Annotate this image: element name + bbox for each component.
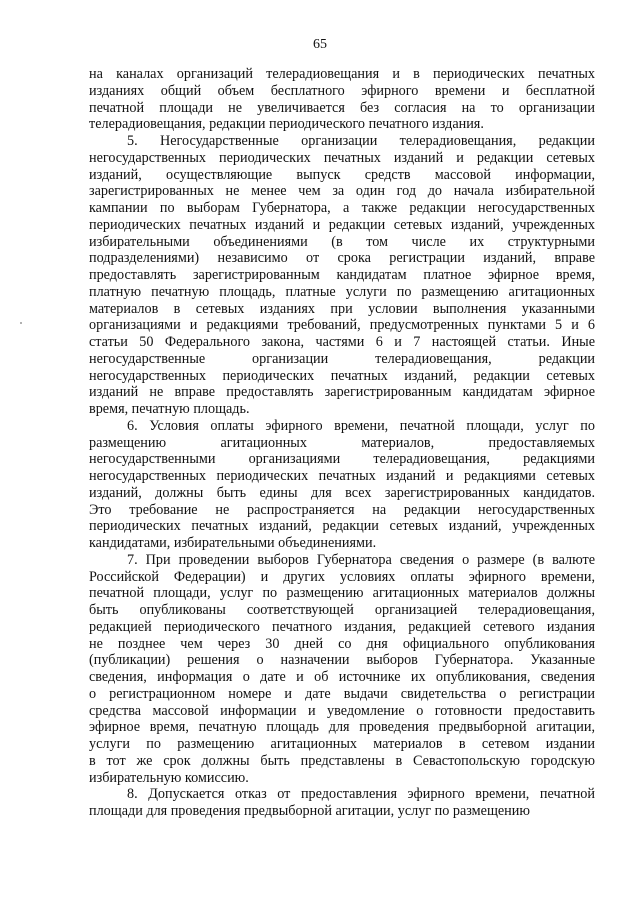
paragraph-p6 — [89, 418, 595, 552]
text-line: негосударственных периодических печатных изданий и редакциями сетевых — [89, 468, 595, 484]
paragraph-p7 — [89, 552, 595, 787]
text-line: не позднее чем через 30 дней со дня официального опубликования — [89, 635, 595, 652]
text-line: время, печатную площадь. — [89, 401, 250, 417]
text-line: печатной площади не увеличивается без согласия на то организации — [89, 99, 595, 116]
text-line: услуги по размещению агитационных материалов в сетевом издании — [89, 736, 595, 752]
text-line: избирательными объединениями (в том числе их структурными — [89, 233, 595, 250]
text-line: 5. Негосударственные организации телерадиовещания, редакции — [127, 133, 595, 149]
document-body — [89, 66, 595, 820]
text-line: негосударственные организации телерадиовещания, редакции — [89, 350, 595, 367]
text-line: предоставлять зарегистрированным кандидатам платное эфирное время, — [89, 267, 595, 283]
text-line: 7. При проведении выборов Губернатора сведения о размере (в валюте — [127, 551, 595, 568]
text-line: негосударственными организациями телерадиовещания, редакциями — [89, 451, 595, 468]
text-line: подразделениями) независимо от срока регистрации изданий, вправе — [89, 250, 595, 267]
scan-speck — [20, 322, 22, 324]
text-line: 6. Условия оплаты эфирного времени, печатной площади, услуг по — [127, 417, 595, 434]
text-line: изданий, должны быть едины для всех зарегистрированных кандидатов. — [89, 484, 595, 501]
paragraph-p0 — [89, 66, 595, 133]
paragraph-p5 — [89, 133, 595, 418]
paragraph-p8 — [89, 786, 595, 820]
text-line: изданиях общий объем бесплатного эфирного времени и бесплатной — [89, 82, 595, 99]
text-line: негосударственных периодических печатных изданий и редакции сетевых — [89, 149, 595, 166]
text-line: организациями и редакциями требований, предусмотренных пунктами 5 и 6 — [89, 317, 595, 334]
text-line: Российской Федерации) и других условиях оплаты эфирного времени, — [89, 568, 595, 585]
text-line: редакцией периодического печатного издания, редакцией сетевого издания — [89, 618, 595, 635]
text-line: периодических печатных изданий, редакции сетевых изданий, учрежденных — [89, 518, 595, 535]
text-line: Это требование не распространяется на редакции негосударственных — [89, 501, 595, 518]
text-line: 8. Допускается отказ от предоставления эфирного времени, печатной — [127, 786, 595, 803]
text-line: платную печатную площадь, платные услуги по размещению агитационных — [89, 283, 595, 300]
text-line: негосударственных периодических печатных изданий, редакции сетевых — [89, 367, 595, 384]
text-line: изданий не вправе предоставлять зарегистрированным кандидатам эфирное — [89, 384, 595, 401]
text-line: избирательную комиссию. — [89, 769, 249, 786]
text-line: о регистрационном номере и дате выдачи свидетельства о регистрации — [89, 685, 595, 702]
text-line: площади для проведения предвыборной агитации, услуг по размещению — [89, 803, 530, 819]
text-line: зарегистрированных не менее чем за один год до начала избирательной — [89, 183, 595, 200]
text-line: кампании по выборам Губернатора, а также редакции негосударственных — [89, 200, 595, 216]
text-line: (публикации) решения о назначении выборов Губернатора. Указанные — [89, 652, 595, 669]
text-line: сведения, информация о дате и об источнике их опубликования, сведения — [89, 669, 595, 685]
text-line: эфирное время, печатную площадь для проведения предвыборной агитации, — [89, 719, 595, 736]
text-line: в тот же срок должны быть представлены в Севастопольскую городскую — [89, 752, 595, 769]
text-line: материалов в сетевых изданиях при условии выполнения указанными — [89, 300, 595, 317]
text-line: кандидатами, избирательными объединениями. — [89, 535, 377, 551]
text-line: статьи 50 Федерального закона, частями 6 и 7 настоящей статьи. Иные — [89, 334, 595, 350]
text-line: печатной площади, услуг по размещению агитационных материалов должны — [89, 585, 595, 602]
text-line: быть опубликованы соответствующей организацией телерадиовещания, — [89, 602, 595, 618]
page-number: 65 — [313, 37, 327, 52]
text-line: размещению агитационных материалов, предоставляемых — [89, 434, 595, 451]
text-line: телерадиовещания, редакции периодического печатного издания. — [89, 116, 484, 133]
text-line: на каналах организаций телерадиовещания и в периодических печатных — [89, 66, 595, 82]
text-line: изданий, осуществляющие выпуск средств массовой информации, — [89, 166, 595, 183]
text-line: периодических печатных изданий и редакции сетевых изданий, учрежденных — [89, 216, 595, 233]
text-line: средства массовой информации и уведомление о готовности предоставить — [89, 702, 595, 719]
